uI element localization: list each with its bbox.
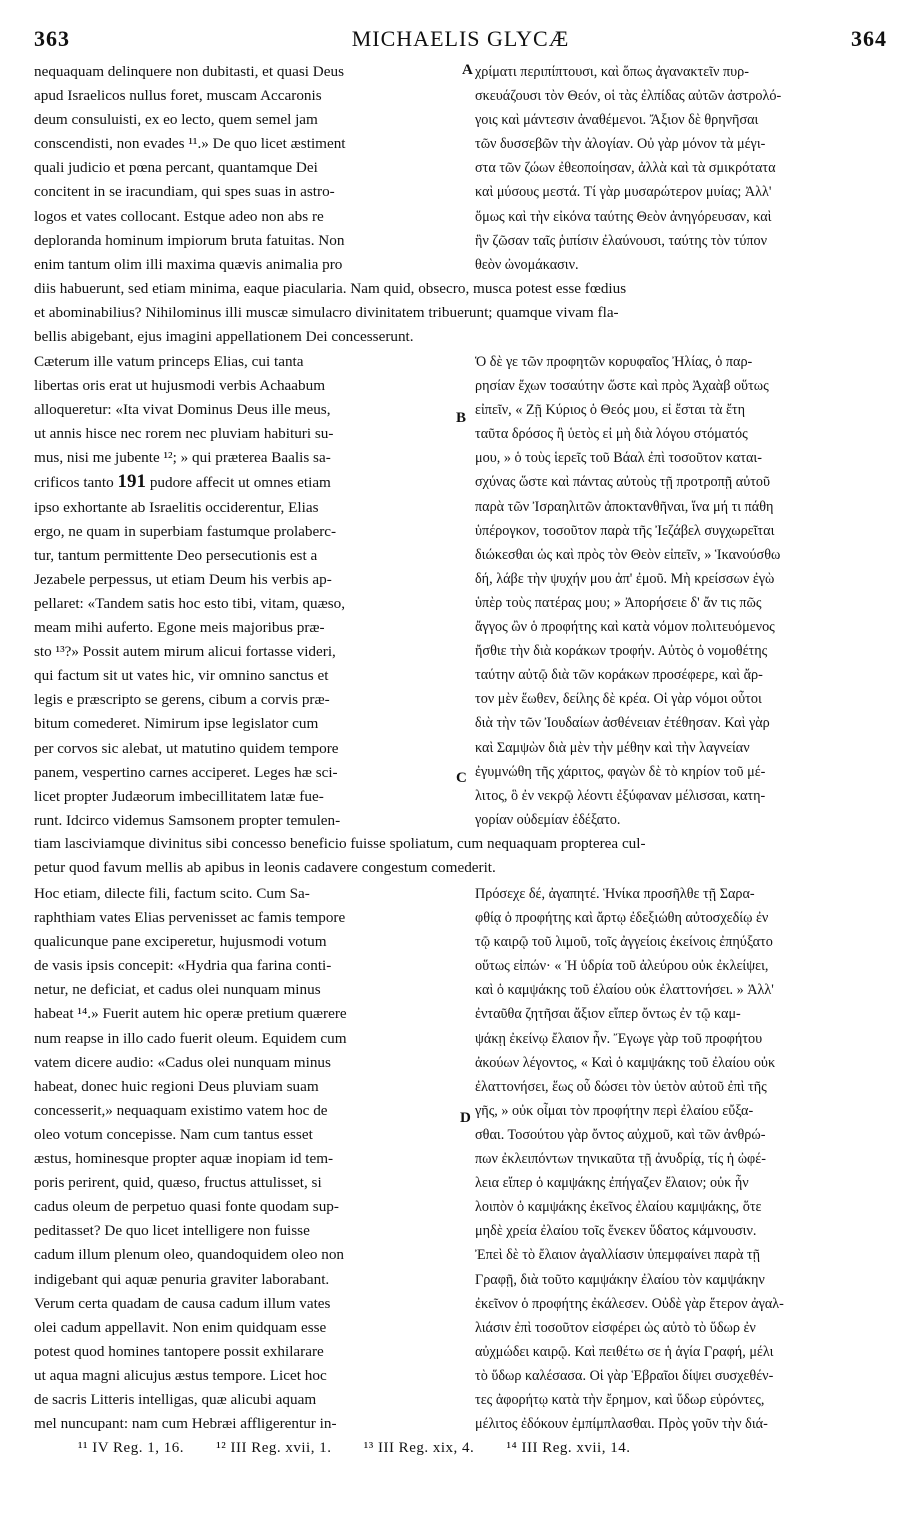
text-line: μέλιτος ἐδόκουν ἐμπίμπλασθαι. Πρὸς γοῦν τὴν διά- [475,1416,768,1433]
text-line: cadum illum plenum oleo, quandoquidem oleo non [34,1246,345,1264]
text-line: qui factum sit ut vates hic, vir omnino sanctus et [34,667,329,685]
text-line: τες ἀφορήτῳ κατὰ τὴν ἔρημον, καὶ ὕδωρ εὑρόντες, [475,1391,765,1408]
text-line: Verum certa quadam de causa cadum illum vates [34,1294,331,1312]
text-line: οὕτως εἰπών· « Ἡ ὑδρία τοῦ ἀλεύρου οὐκ ἐκλείψει, [475,958,769,975]
text-line: ἄγγος ὢν ὁ προφήτης καὶ κατὰ νόμον πολιτευόμενος [475,619,775,636]
text-fragment: pudore affecit ut omnes etiam [149,474,331,492]
text-line: nequaquam delinquere non dubitasti, et quasi Deus [34,63,345,80]
text-line: γῆς, » οὐκ οἶμαι τὸν προφήτην περὶ ἐλαίου εὔξα- [475,1102,754,1119]
text-line: ipso exhortante ab Israelitis occiderentur, Elias [34,498,319,516]
text-line: diis habuerunt, sed etiam minima, eaque piacularia. Nam quid, obsecro, musca potest esse fœdius [34,280,627,297]
text-line: raphthiam vates Elias pervenisset ac famis tempore [34,909,346,927]
footnote: ¹² III Reg. xvii, 1. [216,1440,332,1456]
text-line: pellaret: «Tandem satis hoc esto tibi, vitam, quæso, [34,594,346,612]
full-width-section-2 [34,832,887,880]
text-line: φθίᾳ ὁ προφήτης καὶ ἄρτῳ ἐδεξιώθη αὐτοσχεδίῳ ἐν [475,910,769,927]
text-line: πων ἐκλειπόντων τηνικαῦτα τῇ ἀνυδρίᾳ, τίς ἡ ὠφέ- [475,1151,766,1168]
text-line: θεὸν ὠνομάκασιν. [475,256,579,273]
text-line: καὶ μύσους μεστά. Τί γὰρ μυσαρώτερον μυίας; Ἀλλ' [475,184,772,201]
text-line: netur, ne deficiat, et cadus olei nunquam minus [34,981,321,999]
text-line: habeat, donec huic regioni Deus pluviam suam [34,1077,319,1095]
text-line: ἐκεῖνον ὁ προφήτης ἐκάλεσεν. Οὐδὲ γὰρ ἕτερον ἀγαλ- [475,1295,784,1312]
text-line: παρὰ τῶν Ἰσραηλιτῶν ἀποκτανθῆναι, ἵνα μή τι πάθη [475,498,774,515]
text-line: μηδὲ χρεία ἐλαίου τοῖς ἕνεκεν ὕδατος κάμνουσιν. [475,1223,757,1240]
text-line: mel nuncupant: nam cum Hebræi affligerentur in- [34,1415,337,1433]
text-line: æstus, hominesque propter aquæ inopiam id tem- [34,1150,334,1168]
text-line: ἤσθιε τὴν διὰ κοράκων τροφήν. Αὐτὸς ὁ νομοθέτης [475,643,768,660]
text-line: petur quod favum mellis ab apibus in leonis cadavere congestum comederit. [34,859,496,877]
text-line: ὑπέρογκον, τοσοῦτον παρὰ τῆς Ἰεζάβελ συγχωρεῖται [475,522,775,539]
text-line: num reapse in illo cado fuerit oleum. Equidem cum [34,1029,347,1047]
greek-column-section-3 [475,882,887,1436]
text-line: Hoc etiam, dilecte fili, factum scito. Cum Sa- [34,885,310,902]
text-line: λοιπὸν ὁ καμψάκης ἐκεῖνος ἐλαίου καμψάκης, ὅτε [475,1199,762,1216]
text-line: panem, vespertino carnes acciperet. Leges hæ sci- [34,763,338,781]
text-line: λιτος, ὃ ἐν νεκρῷ λέοντι ἐξύφαναν μέλισσαι, κατη- [475,787,766,804]
text-line: deum consuluisti, ex eo lecto, quem semel jam [34,111,318,129]
text-line: libertas oris erat ut hujusmodi verbis Achaabum [34,377,326,395]
text-line: logos et vates collocant. Estque adeo non abs re [34,207,324,225]
text-line: conscendisti, non evades ¹¹.» De quo licet æstiment [34,135,346,153]
text-line: tiam lasciviamque divinitus sibi concesso beneficio fuisse spoliatum, cum nequaquam propterea cul- [34,835,646,852]
text-line: ρησίαν ἔχων τοσαύτην ὥστε καὶ πρὸς Ἀχαὰβ οὕτως [475,378,769,395]
text-line: olei cadum appellavit. Non enim quidquam esse [34,1318,327,1336]
full-width-section-1 [34,277,887,349]
text-line: sto ¹³?» Possit autem mirum alicui fortasse videri, [34,643,336,661]
text-line: enim tantum olim illi maxima quævis animalia pro [34,255,343,273]
text-line: αὐχμώδει καιρῷ. Καὶ πειθέτω σε ἡ ἁγία Γραφή, μέλι [475,1343,774,1360]
text-line: ἐνταῦθα ζητῆσαι ἄξιον εἴπερ ὄντως ἐν τῷ καμ- [475,1006,741,1023]
text-line: licet propter Judæorum imbecillitatem latæ fue- [34,787,324,805]
text-line: de vasis ipsis concepit: «Hydria qua farina conti- [34,957,332,975]
text-line: per corvos sic alebat, ut matutino quidem tempore [34,739,339,757]
latin-column-section-1 [34,60,464,277]
text-line: ut aqua magni alicujus æstus tempore. Licet hoc [34,1366,327,1384]
folio-number: 191 [117,471,147,493]
text-line: Cæterum ille vatum princeps Elias, cui tanta [34,353,304,370]
text-line: λεια εἴπερ ὁ καμψάκης ἐπήγαζεν ἔλαιον; οὐκ ἦν [475,1175,749,1192]
text-line: meam mihi auferto. Egone meis majoribus præ- [34,619,325,637]
text-line: χρίματι περιπίπτουσι, καὶ ὅπως ἀγανακτεῖν πυρ- [475,64,749,80]
page-header [34,18,887,58]
text-line: Γραφῇ, διὰ τοῦτο καμψάκην ἐλαίου τὸν καμψάκην [475,1271,765,1288]
text-line: καὶ ὁ καμψάκης τοῦ ἐλαίου οὐκ ἐλαττονήσει. » Ἀλλ' [475,982,774,999]
text-line: et abominabilius? Nihilominus illi muscæ simulacro divinitatem tribuerunt; quamque vivam fla- [34,304,619,322]
text-line: ergo, ne quam in superbiam fastumque prolaberc- [34,522,337,540]
text-line: de sacris Litteris intelligas, quæ alicubi aquam [34,1390,317,1408]
text-line: λιάσιν ἐπὶ τοσοῦτον εἰσφέρει ὡς αὐτὸ τὸ ὕδωρ ἐν [475,1319,756,1336]
text-line: ἐγυμνώθη τῆς χάριτος, φαγὼν δὲ τὸ κηρίον τοῦ μέ- [475,763,766,780]
text-line: ὑπὲρ τοὺς πατέρας μου; » Ἀπορήσειε δ' ἄν τις πῶς [475,594,762,611]
greek-column-section-1 [475,60,887,277]
text-line: ψάκῃ ἐκείνῳ ἔλαιον ἦν. Ἔγωγε γὰρ τοῦ προφήτου [475,1030,763,1047]
text-line: tur, tantum permittente Deo persecutionis est a [34,546,318,564]
text-line: indigebant qui aquæ penuria graviter laborabant. [34,1270,330,1288]
text-line: qualicunque pane exciperetur, hujusmodi votum [34,933,327,951]
text-line: τῷ καιρῷ τοῦ λιμοῦ, τοῖς ἀγγείοις ἐκείνοις ἐπηύξατο [475,934,773,951]
text-line: σθαι. Τοσούτου γὰρ ὄντος αὐχμοῦ, καὶ τῶν ἀνθρώ- [475,1126,766,1143]
text-line: cadus oleum de perpetuo quasi fonte quodam sup- [34,1198,339,1216]
text-line: ut annis hisce nec rorem nec pluviam habituri su- [34,425,334,443]
text-line: quali judicio et pœna percant, quantamque Dei [34,159,318,177]
text-line: oleo votum concepisse. Nam cum tantus esset [34,1125,313,1143]
page-number-left: 363 [34,26,70,51]
latin-column-section-2 [34,350,467,833]
text-line: καὶ Σαμψὼν διὰ μὲν τὴν μέθην καὶ τὴν λαγνείαν [475,739,750,756]
text-line: Πρόσεχε δέ, ἀγαπητέ. Ἡνίκα προσῆλθε τῇ Σαρα- [475,886,755,902]
text-line: bitum comederet. Nimirum ipse legislator cum [34,715,319,733]
text-line: deploranda hominum impiorum bruta fatuitas. Non [34,231,345,249]
text-line: runt. Idcirco videmus Samsonem propter temulen- [34,811,341,829]
text-line: Jezabele perpessus, ut etiam Deum his verbis ap- [34,570,332,588]
text-line: alloqueretur: «Ita vivat Dominus Deus ille meus, [34,401,331,419]
page-number-right: 364 [851,26,887,51]
text-line: Ὁ δὲ γε τῶν προφητῶν κορυφαῖος Ἠλίας, ὁ παρ- [475,354,753,370]
text-line: γοις καὶ μάντεσιν ἀναθέμενοι. Ἄξιον δὲ θρηνῆσαι [475,112,759,129]
margin-marker-b: B [456,410,467,426]
text-line: γορίαν οὐδεμίαν ἐδέξατο. [475,811,621,828]
text-line: δή, λάβε τὴν ψυχήν μου ἀπ' ἐμοῦ. Μὴ κρείσσων ἐγὼ [475,570,775,587]
text-line: τῶν δυσσεβῶν τὴν ἀλογίαν. Οὐ γὰρ μόνον τὰ μέγι- [475,136,766,153]
text-line: ταῦτα δρόσος ἢ ὑετὸς εἰ μὴ διὰ λόγου στόματός [475,426,748,443]
text-line: στα τῶν ζώων ἐθεοποίησαν, ἀλλὰ καὶ τὰ σμικρότατα [475,160,776,177]
greek-column-section-2 [475,350,887,832]
text-line: ἣν ζῶσαν ταῖς ῥιπίσιν ἐλαύνουσι, ταύτης τὸν τύπον [475,232,768,249]
text-line: ὅμως καὶ τὴν εἰκόνα ταύτης Θεὸν ἀνηγόρευσαν, καὶ [475,208,772,225]
text-line: mus, nisi me jubente ¹²; » qui præterea Baalis sa- [34,449,331,467]
text-line: concesserit,» nequaquam existimo vatem hoc de [34,1101,328,1119]
footnotes [78,1440,658,1457]
text-line: Ἐπεὶ δὲ τὸ ἔλαιον ἀγαλλίασιν ὑπεμφαίνει παρὰ τῇ [475,1247,761,1264]
running-title: MICHAELIS GLYCÆ [351,26,570,51]
text-line: legis e præscripto se gerens, cibum a corvis præ- [34,691,330,709]
text-line: μου, » ὁ τοὺς ἱερεῖς τοῦ Βάαλ ἐπὶ τοσοῦτον καται- [475,450,762,467]
latin-column-section-3 [34,882,464,1436]
footnote: ¹³ III Reg. xix, 4. [363,1440,475,1456]
margin-marker-c: C [456,770,467,786]
text-line: concitent in se iracundiam, qui spes suas in astro- [34,183,335,201]
text-line: poris perirent, quid, quæso, fructus attulisset, si [34,1174,322,1192]
text-fragment: crificos tanto [34,474,114,492]
text-line: apud Israelicos nullus foret, muscam Accaronis [34,87,322,105]
text-line: σχύνας ὥστε καὶ πάντας αὐτοὺς τῇ προτροπῇ αὐτοῦ [475,474,771,491]
text-line: vatem dicere audio: «Cadus olei nunquam minus [34,1053,331,1071]
text-line: σκευάζουσι τὸν Θεόν, οἱ τὰς ἐλπίδας αὐτῶν ἀστρολό- [475,88,782,105]
text-line: εἰπεῖν, « Ζῇ Κύριος ὁ Θεός μου, εἰ ἔσται τὰ ἔτη [475,402,746,419]
text-line: τὸ ὕδωρ καλέσασα. Οἱ γὰρ Ἑβραῖοι δίψει συσχεθέν- [475,1367,774,1384]
text-line: potest quod homines tantopere possit exhilarare [34,1342,324,1360]
text-line: bellis abigebant, ejus imagini appellationem Dei concesserunt. [34,328,414,346]
margin-marker-d: D [460,1110,471,1126]
margin-marker-a: A [462,62,473,78]
text-line: peditasset? De quo licet intelligere non fuisse [34,1222,310,1240]
text-line: διώκεσθαι ὡς καὶ πρὸς τὸν Θεὸν εἰπεῖν, » Ἱκανούσθω [475,546,781,563]
footnote: ¹¹ IV Reg. 1, 16. [78,1440,184,1456]
text-line: ἐλαττονήσει, ἕως οὗ δώσει τὸν ὑετὸν αὐτοῦ ἐπὶ τῆς [475,1078,767,1095]
text-line: διὰ τὴν τῶν Ἰουδαίων ἀσθένειαν ἐτέθησαν. Καὶ γὰρ [475,715,770,732]
text-line [34,470,464,495]
text-line: τον μὲν ἕωθεν, δείλης δὲ κρέα. Οἱ γὰρ νόμοι οὗτοι [475,691,762,708]
footnote: ¹⁴ III Reg. xvii, 14. [506,1440,631,1456]
text-line: habeat ¹⁴.» Fuerit autem hic operæ pretium quærere [34,1005,347,1023]
text-line: ἀκούων λέγοντος, « Καὶ ὁ καμψάκης τοῦ ἐλαίου οὐκ [475,1054,776,1071]
text-line: ταύτην αὐτῷ διὰ τῶν κοράκων προσέφερε, καὶ ἄρ- [475,667,763,684]
